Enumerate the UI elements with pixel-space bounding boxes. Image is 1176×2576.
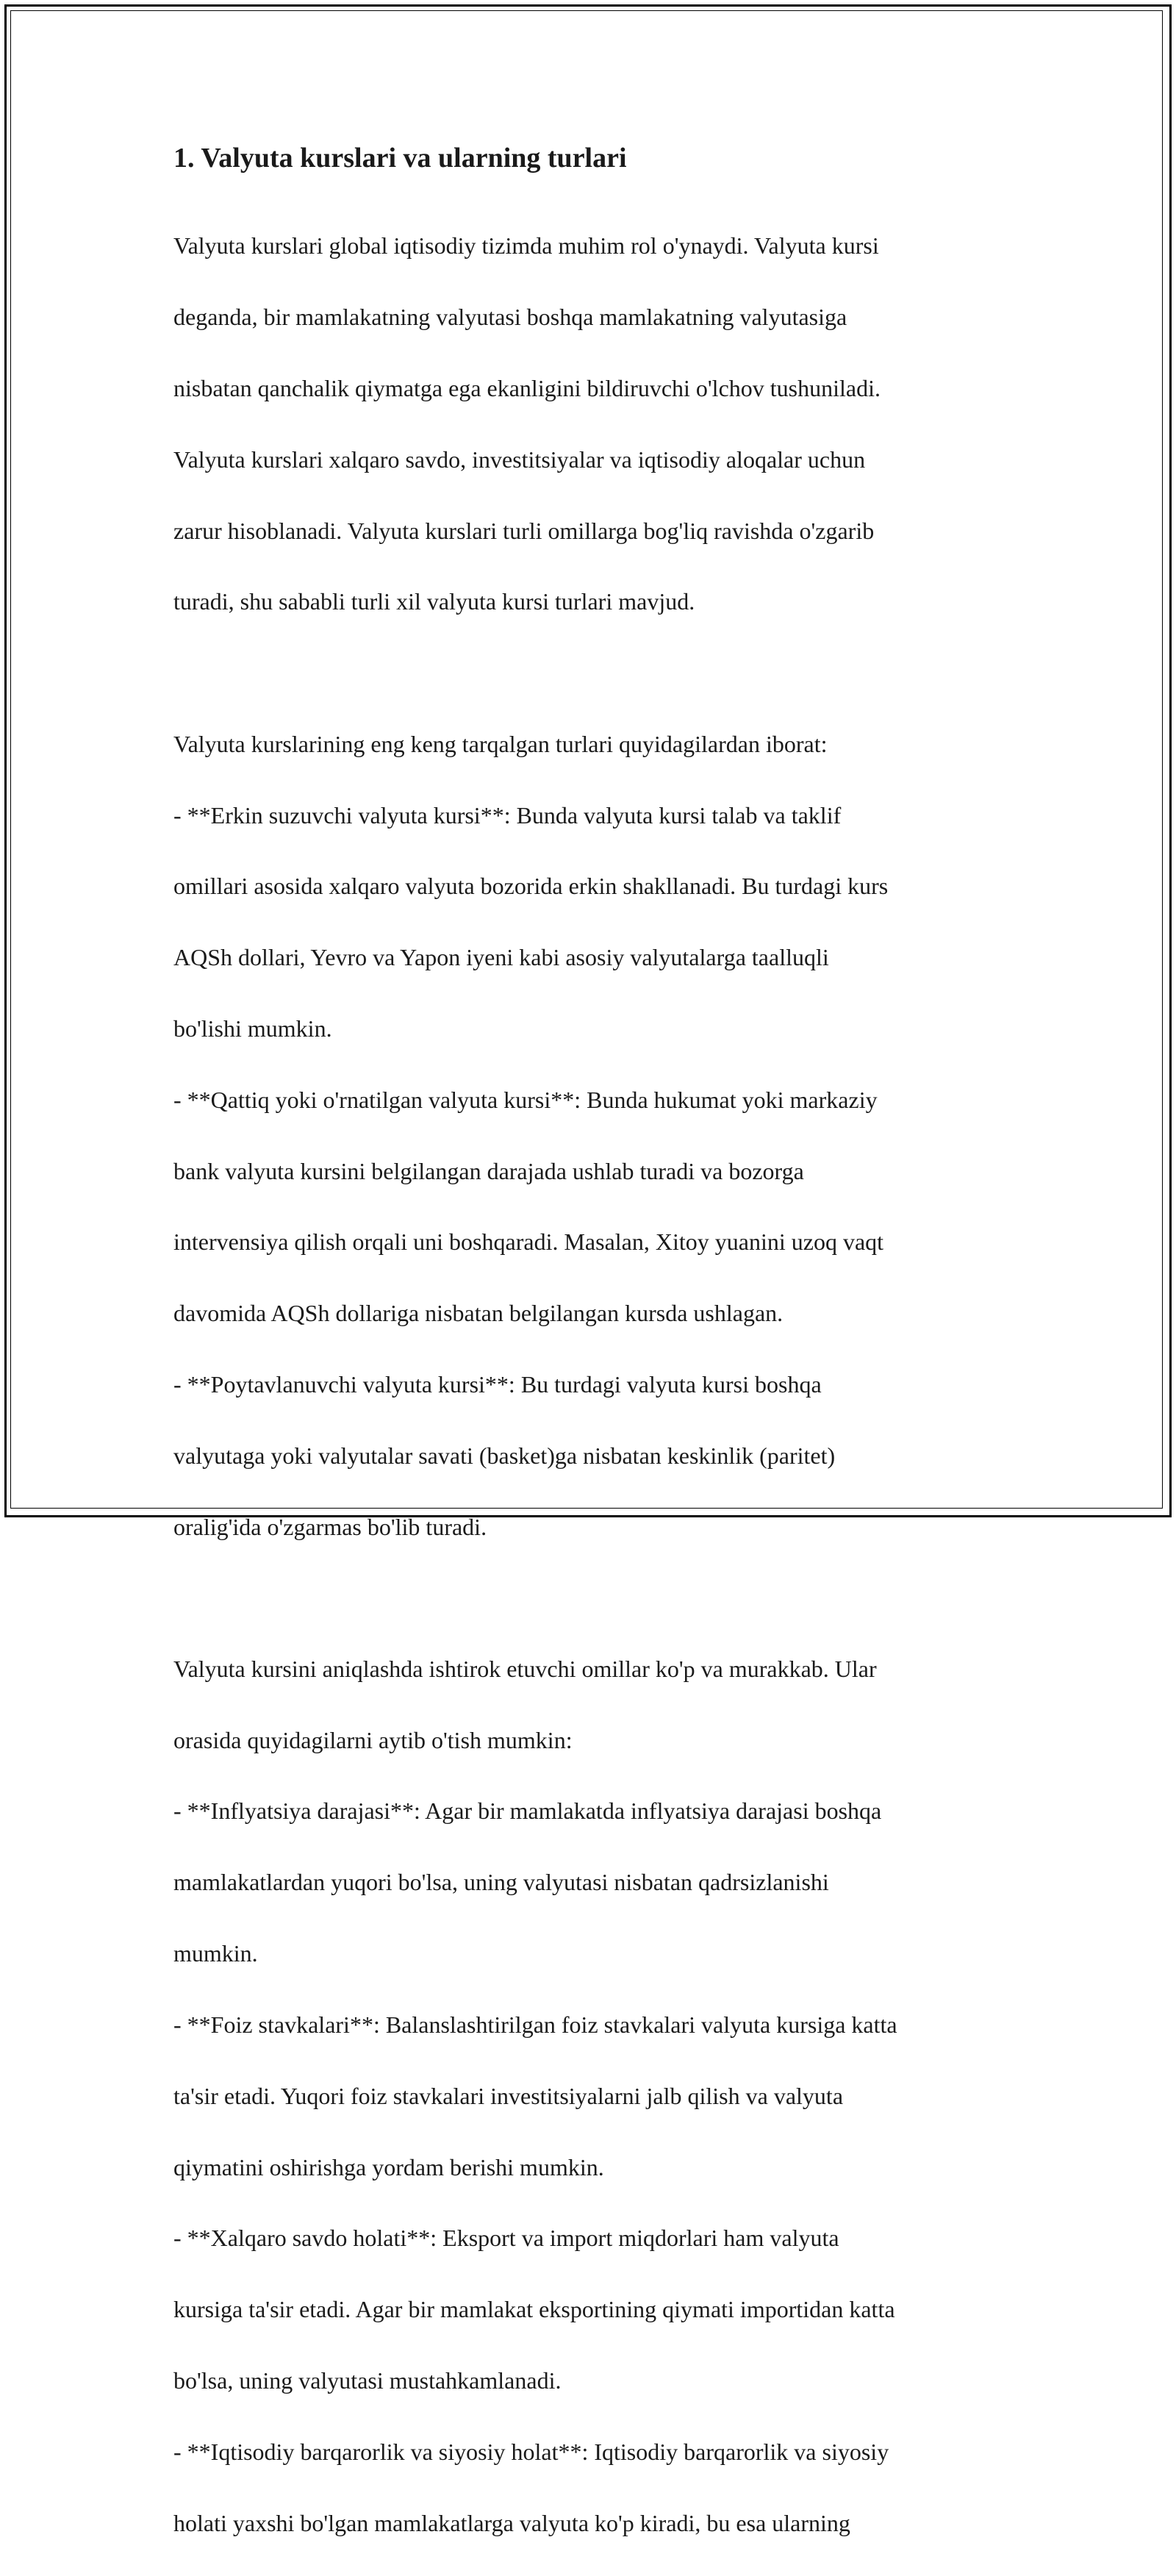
text-line: Valyuta kurslari xalqaro savdo, investitsiyalar va iqtisodiy aloqalar uchun	[173, 446, 866, 473]
text-line: oralig'ida o'zgarmas bo'lib turadi.	[173, 1513, 487, 1540]
text-line: Valyuta kurslarining eng keng tarqalgan turlari quyidagilardan iborat:	[173, 730, 828, 757]
paragraph-gap	[173, 655, 1019, 690]
list-item-trade-balance: - **Xalqaro savdo holati**: Eksport va import miqdorlari ham valyuta	[173, 2225, 839, 2252]
text-line: zarur hisoblanadi. Valyuta kurslari turli omillarga bog'liq ravishda o'zgarib	[173, 517, 875, 544]
text-line: bo'lishi mumkin.	[173, 1015, 332, 1042]
list-item-interest-rates: - **Foiz stavkalari**: Balanslashtirilgan foiz stavkalari valyuta kursiga katta	[173, 2011, 897, 2038]
text-line: kursiga ta'sir etadi. Agar bir mamlakat eksportining qiymati importidan katta	[173, 2296, 895, 2323]
paragraph-intro	[173, 193, 1019, 655]
text-line: ta'sir etadi. Yuqori foiz stavkalari investitsiyalarni jalb qilish va valyuta	[173, 2082, 844, 2109]
section-heading: 1. Valyuta kurslari va ularning turlari	[173, 143, 627, 173]
text-line: Valyuta kursini aniqlashda ishtirok etuvchi omillar ko'p va murakkab. Ular	[173, 1655, 877, 1682]
list-item-stability: - **Iqtisodiy barqarorlik va siyosiy holat**: Iqtisodiy barqarorlik va siyosiy	[173, 2438, 889, 2465]
text-line: intervensiya qilish orqali uni boshqaradi. Masalan, Xitoy yuanini uzoq vaqt	[173, 1228, 884, 1256]
list-item-fixed-rate: - **Qattiq yoki o'rnatilgan valyuta kursi**: Bunda hukumat yoki markaziy	[173, 1086, 878, 1113]
text-line: valyutaga yoki valyutalar savati (basket)ga nisbatan keskinlik (paritet)	[173, 1442, 836, 1469]
list-item-pegged-rate: - **Poytavlanuvchi valyuta kursi**: Bu turdagi valyuta kursi boshqa	[173, 1371, 822, 1398]
list-item-inflation: - **Inflyatsiya darajasi**: Agar bir mamlakatda inflyatsiya darajasi boshqa	[173, 1797, 882, 1825]
document-body	[173, 140, 1019, 2576]
text-line: Valyuta kurslari global iqtisodiy tizimda muhim rol o'ynaydi. Valyuta kursi	[173, 232, 879, 260]
paragraph-rate-types	[173, 690, 1019, 1580]
paragraph-rate-factors	[173, 1615, 1019, 2576]
text-line: turadi, shu sababli turli xil valyuta kursi turlari mavjud.	[173, 588, 695, 615]
text-line: bank valyuta kursini belgilangan darajada ushlab turadi va bozorga	[173, 1157, 804, 1184]
text-line: qiymatini oshirishga yordam berishi mumkin.	[173, 2153, 604, 2180]
text-line: deganda, bir mamlakatning valyutasi boshqa mamlakatning valyutasiga	[173, 304, 847, 331]
text-line: mumkin.	[173, 1940, 258, 1967]
text-line: davomida AQSh dollariga nisbatan belgilangan kursda ushlagan.	[173, 1300, 784, 1327]
text-line: omillari asosida xalqaro valyuta bozorida erkin shakllanadi. Bu turdagi kurs	[173, 873, 889, 900]
text-line: holati yaxshi bo'lgan mamlakatlarga valyuta ko'p kiradi, bu esa ularning	[173, 2509, 850, 2536]
text-line: mamlakatlardan yuqori bo'lsa, uning valyutasi nisbatan qadrsizlanishi	[173, 1869, 829, 1896]
text-line: bo'lsa, uning valyutasi mustahkamlanadi.	[173, 2366, 562, 2394]
text-line: nisbatan qanchalik qiymatga ega ekanligini bildiruvchi o'lchov tushuniladi.	[173, 375, 881, 402]
text-line: orasida quyidagilarni aytib o'tish mumkin:	[173, 1726, 573, 1753]
paragraph-gap	[173, 1580, 1019, 1615]
text-line: AQSh dollari, Yevro va Yapon iyeni kabi asosiy valyutalarga taalluqli	[173, 944, 829, 971]
list-item-floating-rate: - **Erkin suzuvchi valyuta kursi**: Bunda valyuta kursi talab va taklif	[173, 801, 842, 829]
